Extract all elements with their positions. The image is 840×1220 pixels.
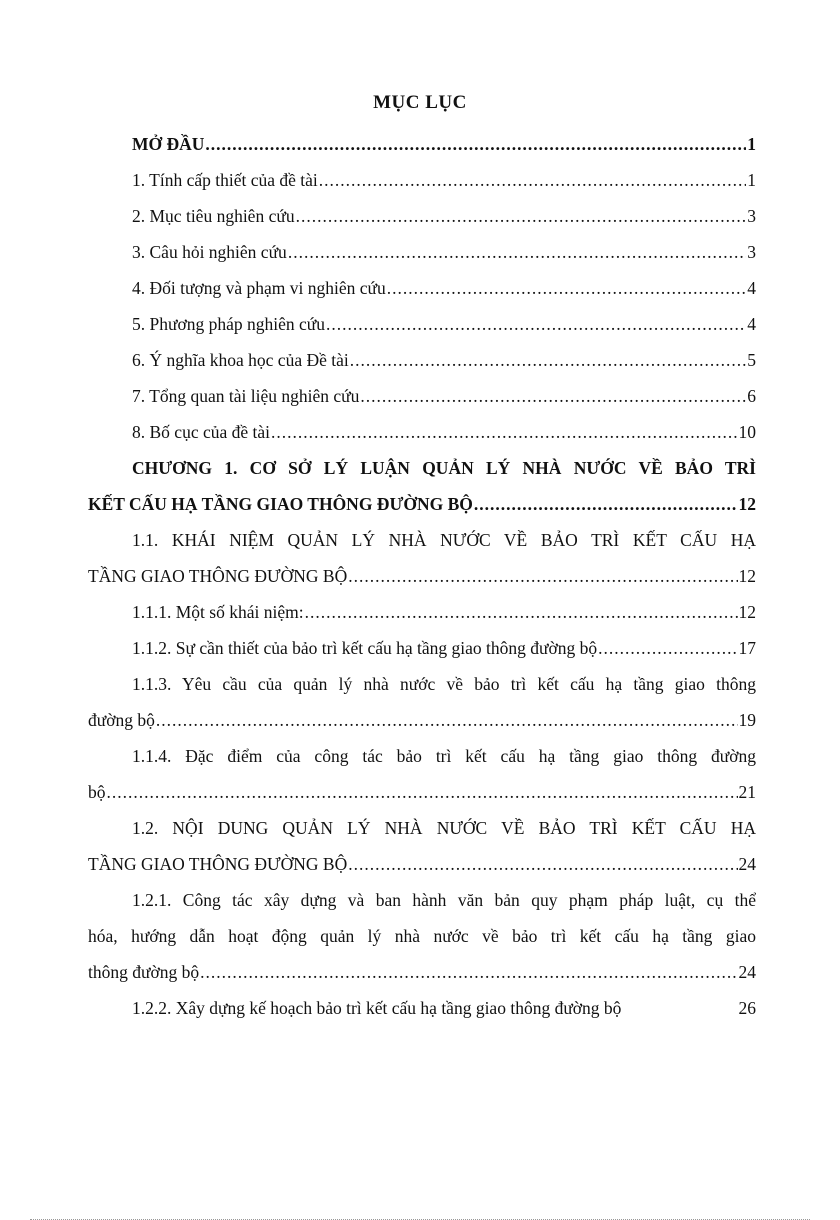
toc-entry-text: 8. Bố cục của đề tài xyxy=(132,422,271,442)
toc-entry-8[interactable] xyxy=(88,414,756,450)
toc-page-number: 3 xyxy=(747,206,756,226)
toc-entry-1[interactable] xyxy=(88,162,756,198)
dot-leader xyxy=(107,774,738,810)
toc-page-number: 4 xyxy=(747,278,756,298)
toc-entry-text-line2: KẾT CẤU HẠ TẦNG GIAO THÔNG ĐƯỜNG BỘ xyxy=(88,494,473,514)
toc-entry-text: 7. Tổng quan tài liệu nghiên cứu xyxy=(132,386,360,406)
toc-entry-1-1-3[interactable] xyxy=(88,666,756,738)
toc-page-number: 12 xyxy=(738,494,756,514)
toc-entry-text-line2: đường bộ xyxy=(88,710,155,730)
toc-page-number: 26 xyxy=(738,998,756,1018)
toc-entry-3[interactable] xyxy=(88,234,756,270)
toc-page-number: 5 xyxy=(747,350,756,370)
toc-page-number: 24 xyxy=(738,962,756,982)
toc-entry-1-2[interactable] xyxy=(88,810,756,882)
toc-entry-1-1-2[interactable] xyxy=(88,630,756,666)
toc-entry-text-line1: 1.1.3. Yêu cầu của quản lý nhà nước về bảo trì kết cấu hạ tầng giao thông xyxy=(132,674,756,694)
toc-page-number: 3 xyxy=(747,242,756,262)
dot-leader xyxy=(387,270,747,306)
dot-leader xyxy=(326,306,746,342)
toc-entry-text: MỞ ĐẦU xyxy=(132,134,205,154)
toc-entry-text: 6. Ý nghĩa khoa học của Đề tài xyxy=(132,350,349,370)
dot-leader xyxy=(360,378,746,414)
toc-entry-text: 1.1.1. Một số khái niệm: xyxy=(132,602,304,622)
toc-entry-text-line2: bộ xyxy=(88,782,106,802)
toc-page-number: 19 xyxy=(738,710,756,730)
dot-leader xyxy=(288,234,746,270)
toc-page-number: 1 xyxy=(747,134,756,154)
dot-leader xyxy=(305,594,738,630)
toc-entry-text: 1.2.2. Xây dựng kế hoạch bảo trì kết cấu hạ tầng giao thông đường bộ xyxy=(132,998,622,1018)
table-of-contents xyxy=(88,126,756,1026)
dot-leader xyxy=(296,198,747,234)
toc-entry-text-line1: CHƯƠNG 1. CƠ SỞ LÝ LUẬN QUẢN LÝ NHÀ NƯỚC VỀ BẢO TRÌ xyxy=(132,458,756,478)
toc-page-number: 12 xyxy=(738,602,756,622)
toc-entry-text-line1: 1.2. NỘI DUNG QUẢN LÝ NHÀ NƯỚC VỀ BẢO TRÌ KẾT CẤU HẠ xyxy=(132,818,756,838)
toc-page-number: 17 xyxy=(738,638,756,658)
dot-leader xyxy=(598,630,737,666)
toc-entry-4[interactable] xyxy=(88,270,756,306)
toc-entry-mo-dau[interactable] xyxy=(88,126,756,162)
toc-entry-text-line2: thông đường bộ xyxy=(88,962,200,982)
toc-entry-text: 4. Đối tượng và phạm vi nghiên cứu xyxy=(132,278,386,298)
toc-page-number: 12 xyxy=(738,566,756,586)
dot-leader xyxy=(350,342,747,378)
dot-leader xyxy=(348,846,737,882)
toc-entry-2[interactable] xyxy=(88,198,756,234)
toc-entry-text: 3. Câu hỏi nghiên cứu xyxy=(132,242,287,262)
dot-leader xyxy=(271,414,737,450)
toc-page-number: 6 xyxy=(747,386,756,406)
toc-entry-text: 5. Phương pháp nghiên cứu xyxy=(132,314,325,334)
page-title: MỤC LỤC xyxy=(373,92,467,113)
dot-leader xyxy=(319,162,746,198)
toc-entry-text-line1: 1.1. KHÁI NIỆM QUẢN LÝ NHÀ NƯỚC VỀ BẢO TRÌ KẾT CẤU HẠ xyxy=(132,530,756,550)
toc-entry-text: 2. Mục tiêu nghiên cứu xyxy=(132,206,295,226)
toc-entry-1-1-1[interactable] xyxy=(88,594,756,630)
toc-page-number: 10 xyxy=(738,422,756,442)
toc-entry-6[interactable] xyxy=(88,342,756,378)
toc-entry-1-1[interactable] xyxy=(88,522,756,594)
toc-entry-1-1-4[interactable] xyxy=(88,738,756,810)
dot-leader xyxy=(474,486,738,522)
toc-entry-text: 1. Tính cấp thiết của đề tài xyxy=(132,170,318,190)
toc-entry-1-2-1[interactable] xyxy=(88,882,756,990)
toc-entry-text-line2: TẦNG GIAO THÔNG ĐƯỜNG BỘ xyxy=(88,854,348,874)
toc-entry-chapter-1[interactable] xyxy=(88,450,756,522)
toc-entry-text-line1: 1.2.1. Công tác xây dựng và ban hành văn bản quy phạm pháp luật, cụ thể xyxy=(132,890,756,910)
toc-entry-1-2-2[interactable] xyxy=(88,990,756,1026)
toc-entry-text: 1.1.2. Sự cần thiết của bảo trì kết cấu hạ tầng giao thông đường bộ xyxy=(132,638,598,658)
toc-page-number: 24 xyxy=(738,854,756,874)
toc-entry-text-line2: TẦNG GIAO THÔNG ĐƯỜNG BỘ xyxy=(88,566,348,586)
toc-page-number: 4 xyxy=(747,314,756,334)
toc-entry-7[interactable] xyxy=(88,378,756,414)
toc-entry-5[interactable] xyxy=(88,306,756,342)
toc-page-number: 1 xyxy=(747,170,756,190)
dot-leader xyxy=(156,702,738,738)
toc-entry-text-line1: 1.1.4. Đặc điểm của công tác bảo trì kết cấu hạ tầng giao thông đường xyxy=(132,746,756,766)
dot-leader xyxy=(348,558,737,594)
dot-leader xyxy=(200,954,737,990)
toc-page-number: 21 xyxy=(738,782,756,802)
dot-leader xyxy=(205,126,746,162)
toc-entry-text-line1b: hóa, hướng dẫn hoạt động quản lý nhà nước về bảo trì kết cấu hạ tầng giao xyxy=(88,926,756,946)
